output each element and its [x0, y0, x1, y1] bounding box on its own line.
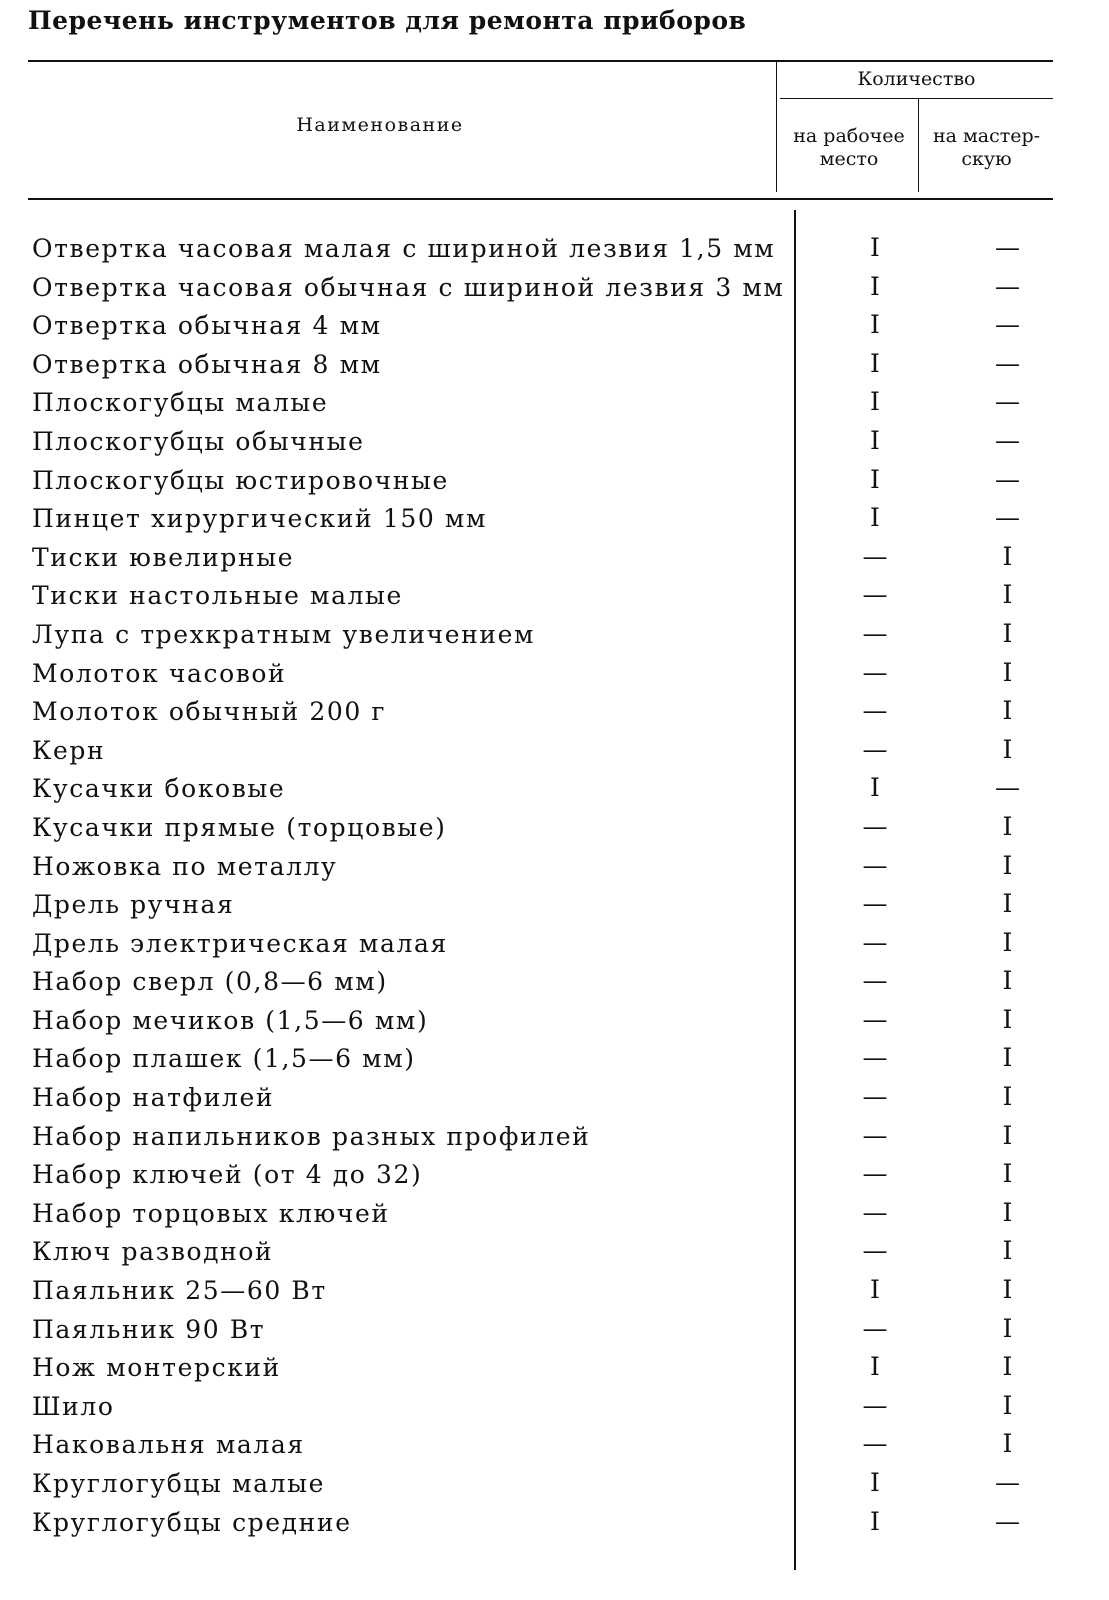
- workshop-qty: —: [995, 348, 1020, 378]
- tool-name: Шило: [32, 1391, 115, 1421]
- table-row: [0, 384, 1109, 423]
- tool-name: Набор натфилей: [32, 1083, 275, 1113]
- header-workplace: на рабочее место: [793, 125, 905, 170]
- workshop-qty: I: [1002, 1390, 1013, 1420]
- table-top-rule: [28, 60, 1053, 62]
- page-title: Перечень инструментов для ремонта приборов: [28, 6, 747, 35]
- name-column-divider: [776, 62, 777, 192]
- table-row: [0, 1002, 1109, 1041]
- workplace-qty: —: [862, 1043, 888, 1073]
- tool-name: Отвертка часовая малая с шириной лезвия 1,5 мм: [32, 234, 776, 263]
- table-row: [0, 346, 1109, 385]
- table-row: [0, 1272, 1109, 1311]
- workplace-qty: I: [870, 348, 880, 378]
- workplace-qty: —: [862, 966, 888, 996]
- workshop-qty: I: [1002, 811, 1013, 841]
- workplace-qty: —: [862, 541, 888, 571]
- tool-name: Набор торцовых ключей: [32, 1198, 390, 1228]
- table-row: [0, 1349, 1109, 1388]
- workshop-qty: I: [1002, 1313, 1013, 1343]
- tool-name: Лупа с трехкратным увеличением: [32, 619, 536, 649]
- workshop-qty: —: [995, 1468, 1020, 1497]
- table-row: [0, 886, 1109, 925]
- workshop-qty: I: [1002, 580, 1013, 610]
- tool-name: Плоскогубцы обычные: [32, 426, 365, 456]
- tool-name: Плоскогубцы юстировочные: [32, 465, 449, 495]
- workshop-qty: —: [995, 773, 1020, 803]
- table-row: [0, 1156, 1109, 1195]
- workplace-qty: I: [870, 387, 880, 417]
- tool-name: Круглогубцы малые: [32, 1469, 325, 1498]
- workshop-qty: I: [1002, 1120, 1013, 1150]
- workshop-qty: I: [1002, 889, 1013, 919]
- table-row: [0, 1311, 1109, 1350]
- table-row: [0, 1504, 1109, 1543]
- workplace-qty: —: [862, 696, 888, 726]
- workshop-qty: I: [1002, 966, 1013, 996]
- tool-name: Дрель ручная: [32, 890, 235, 920]
- header-bottom-rule: [28, 198, 1053, 200]
- workplace-qty: —: [862, 1120, 888, 1150]
- workshop-qty: —: [995, 310, 1020, 340]
- workshop-qty: I: [1002, 657, 1013, 687]
- table-row: [0, 1426, 1109, 1465]
- table-row: [0, 1118, 1109, 1157]
- header-name: Наименование: [296, 114, 464, 136]
- workplace-qty: —: [862, 1159, 888, 1189]
- workshop-qty: I: [1002, 618, 1013, 648]
- workshop-qty: I: [1002, 1043, 1013, 1073]
- workplace-qty: —: [862, 889, 888, 919]
- tool-name: Керн: [32, 735, 106, 765]
- table-row: [0, 577, 1109, 616]
- tool-name: Отвертка обычная 4 мм: [32, 311, 382, 341]
- table-row: [0, 848, 1109, 887]
- tool-name: Паяльник 90 Вт: [32, 1314, 266, 1344]
- table-body: [0, 230, 1109, 1542]
- tool-name: Круглогубцы средние: [32, 1507, 352, 1537]
- workshop-qty: I: [1002, 1236, 1013, 1266]
- tool-name: Наковальня малая: [32, 1430, 305, 1460]
- workplace-qty: I: [870, 233, 880, 262]
- table-row: [0, 616, 1109, 655]
- quantity-header-rule: [780, 98, 1053, 99]
- workshop-qty: I: [1002, 927, 1013, 957]
- workshop-qty: I: [1002, 1004, 1013, 1034]
- workplace-qty: —: [862, 1429, 888, 1459]
- header-workshop-line2: скую: [961, 148, 1012, 170]
- tool-name: Дрель электрическая малая: [32, 928, 448, 958]
- tool-name: Ножовка по металлу: [32, 851, 338, 881]
- table-row: [0, 809, 1109, 848]
- table-row: [0, 1465, 1109, 1504]
- workplace-qty: I: [870, 425, 880, 455]
- table-row: [0, 693, 1109, 732]
- table-row: [0, 963, 1109, 1002]
- workplace-qty: I: [870, 310, 880, 340]
- table-row: [0, 423, 1109, 462]
- tool-name: Паяльник 25—60 Вт: [32, 1276, 327, 1306]
- workplace-qty: I: [870, 773, 880, 803]
- workplace-qty: —: [862, 618, 888, 648]
- tool-name: Молоток обычный 200 г: [32, 697, 387, 727]
- table-row: [0, 1233, 1109, 1272]
- table-row: [0, 1195, 1109, 1234]
- workshop-qty: I: [1002, 1082, 1013, 1112]
- workplace-qty: —: [862, 1082, 888, 1112]
- workplace-qty: —: [862, 850, 888, 880]
- workshop-qty: —: [995, 387, 1020, 417]
- workshop-qty: I: [1002, 734, 1013, 764]
- workshop-qty: I: [1002, 1352, 1013, 1382]
- workplace-qty: —: [862, 657, 888, 687]
- workplace-qty: —: [862, 1236, 888, 1266]
- workplace-qty: —: [862, 1313, 888, 1343]
- table-row: [0, 770, 1109, 809]
- workplace-qty: —: [862, 1390, 888, 1420]
- table-row: [0, 1388, 1109, 1427]
- workplace-qty: I: [870, 464, 880, 494]
- workplace-qty: I: [870, 1275, 880, 1305]
- workplace-qty: —: [862, 734, 888, 764]
- tool-name: Молоток часовой: [32, 658, 287, 688]
- workshop-qty: —: [995, 233, 1020, 262]
- tool-name: Набор плашек (1,5—6 мм): [32, 1044, 416, 1074]
- table-row: [0, 462, 1109, 501]
- workshop-qty: —: [995, 425, 1020, 455]
- header-workshop-line1: на мастер-: [932, 125, 1041, 147]
- workshop-qty: I: [1002, 1159, 1013, 1189]
- workplace-qty: I: [870, 1468, 880, 1497]
- workplace-qty: —: [862, 811, 888, 841]
- workplace-qty: I: [870, 503, 880, 533]
- quantity-subcolumn-divider: [918, 99, 919, 192]
- tool-name: Нож монтерский: [32, 1353, 281, 1383]
- table-row: [0, 925, 1109, 964]
- workplace-qty: —: [862, 927, 888, 957]
- tool-name: Пинцет хирургический 150 мм: [32, 504, 487, 534]
- tool-name: Тиски настольные малые: [32, 581, 403, 611]
- workshop-qty: I: [1002, 1197, 1013, 1227]
- workshop-qty: I: [1002, 696, 1013, 726]
- workshop-qty: —: [995, 1506, 1020, 1536]
- table-row: [0, 500, 1109, 539]
- workplace-qty: I: [870, 271, 880, 301]
- workshop-qty: I: [1002, 1275, 1013, 1305]
- table-row: [0, 1040, 1109, 1079]
- tool-name: Плоскогубцы малые: [32, 388, 329, 418]
- tool-name: Набор сверл (0,8—6 мм): [32, 967, 388, 997]
- table-row: [0, 307, 1109, 346]
- tool-name: Отвертка часовая обычная с шириной лезвия 3 мм: [32, 272, 785, 302]
- header-quantity: Количество: [857, 68, 976, 90]
- table-row: [0, 1079, 1109, 1118]
- tool-name: Тиски ювелирные: [32, 542, 295, 572]
- tool-name: Ключ разводной: [32, 1237, 274, 1267]
- tool-name: Набор мечиков (1,5—6 мм): [32, 1005, 429, 1035]
- workplace-qty: —: [862, 1004, 888, 1034]
- workplace-qty: —: [862, 580, 888, 610]
- workplace-qty: I: [870, 1506, 880, 1536]
- header-workshop: [920, 125, 1053, 171]
- tool-name: Набор напильников разных профилей: [32, 1121, 591, 1151]
- workshop-qty: I: [1002, 541, 1013, 571]
- table-row: [0, 655, 1109, 694]
- tool-name: Отвертка обычная 8 мм: [32, 349, 382, 379]
- workshop-qty: —: [995, 464, 1020, 494]
- workplace-qty: —: [862, 1197, 888, 1227]
- workshop-qty: I: [1002, 850, 1013, 880]
- tool-name: Кусачки прямые (торцовые): [32, 812, 447, 842]
- table-row: [0, 732, 1109, 771]
- workshop-qty: —: [995, 271, 1020, 301]
- table-row: [0, 539, 1109, 578]
- table-row: [0, 230, 1109, 269]
- tool-name: Кусачки боковые: [32, 774, 286, 804]
- workshop-qty: —: [995, 503, 1020, 533]
- workplace-qty: I: [870, 1352, 880, 1382]
- table-row: [0, 269, 1109, 308]
- tool-name: Набор ключей (от 4 до 32): [32, 1160, 423, 1190]
- workshop-qty: I: [1002, 1429, 1013, 1459]
